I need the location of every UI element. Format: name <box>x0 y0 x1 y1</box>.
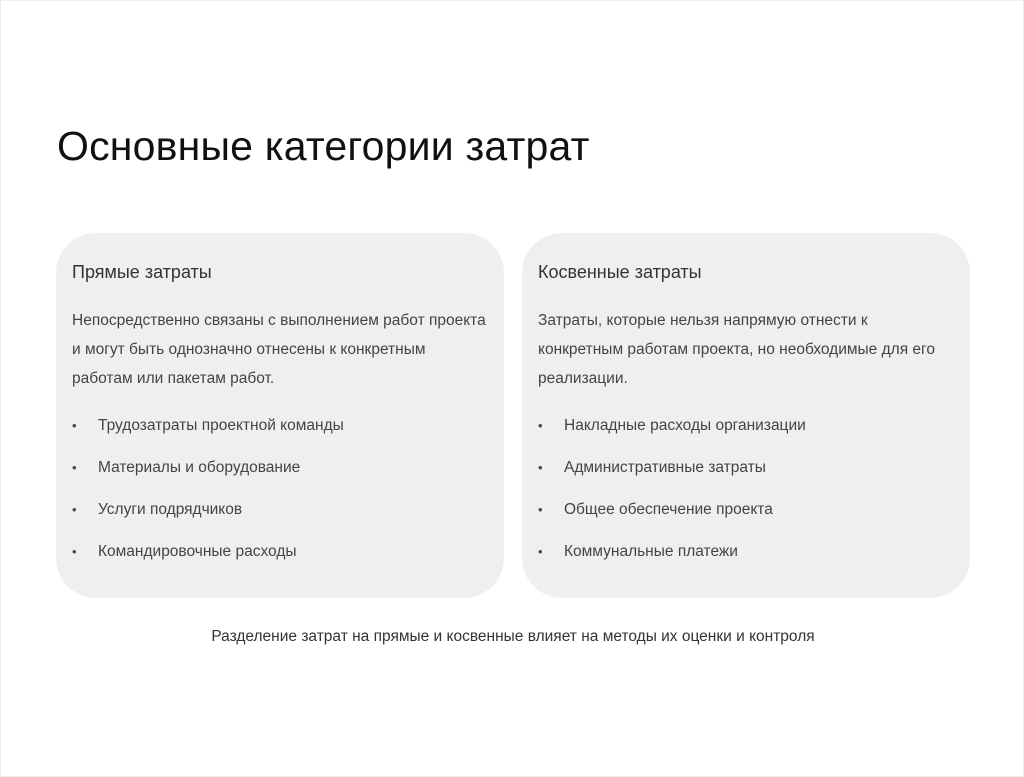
card-heading: Прямые затраты <box>72 262 212 282</box>
card-heading: Косвенные затраты <box>538 262 702 282</box>
list-item-label: Административные затраты <box>564 459 766 476</box>
bullet-list <box>72 416 486 562</box>
list-item-label: Коммунальные платежи <box>564 543 738 560</box>
bullet-icon: • <box>72 502 77 517</box>
list-item <box>538 416 952 436</box>
list-item <box>538 458 952 478</box>
list-item-label: Трудозатраты проектной команды <box>98 417 344 434</box>
bullet-icon: • <box>538 544 543 559</box>
list-item-label: Общее обеспечение проекта <box>564 501 773 518</box>
list-item <box>538 542 952 562</box>
direct-costs-card <box>56 233 504 598</box>
slide-title: Основные категории затрат <box>57 123 590 169</box>
list-item-label: Накладные расходы организации <box>564 417 806 434</box>
bullet-icon: • <box>538 460 543 475</box>
card-description: Затраты, которые нельзя напрямую отнести к конкретным работам проекта, но необходимые для его реализации. <box>538 312 935 387</box>
list-item <box>538 500 952 520</box>
footer-note: Разделение затрат на прямые и косвенные влияет на методы их оценки и контроля <box>211 628 815 645</box>
list-item <box>72 500 486 520</box>
bullet-icon: • <box>538 418 543 433</box>
list-item <box>72 542 486 562</box>
card-description: Непосредственно связаны с выполнением работ проекта и могут быть однозначно отнесены к конкретным работам или пакетам работ. <box>72 312 486 387</box>
list-item <box>72 416 486 436</box>
bullet-icon: • <box>72 544 77 559</box>
list-item-label: Услуги подрядчиков <box>98 501 243 518</box>
list-item-label: Материалы и оборудование <box>98 459 301 476</box>
bullet-icon: • <box>72 418 77 433</box>
list-item-label: Командировочные расходы <box>98 543 297 560</box>
bullet-icon: • <box>538 502 543 517</box>
list-item <box>72 458 486 478</box>
bullet-list <box>538 416 952 562</box>
bullet-icon: • <box>72 460 77 475</box>
indirect-costs-card <box>522 233 970 598</box>
